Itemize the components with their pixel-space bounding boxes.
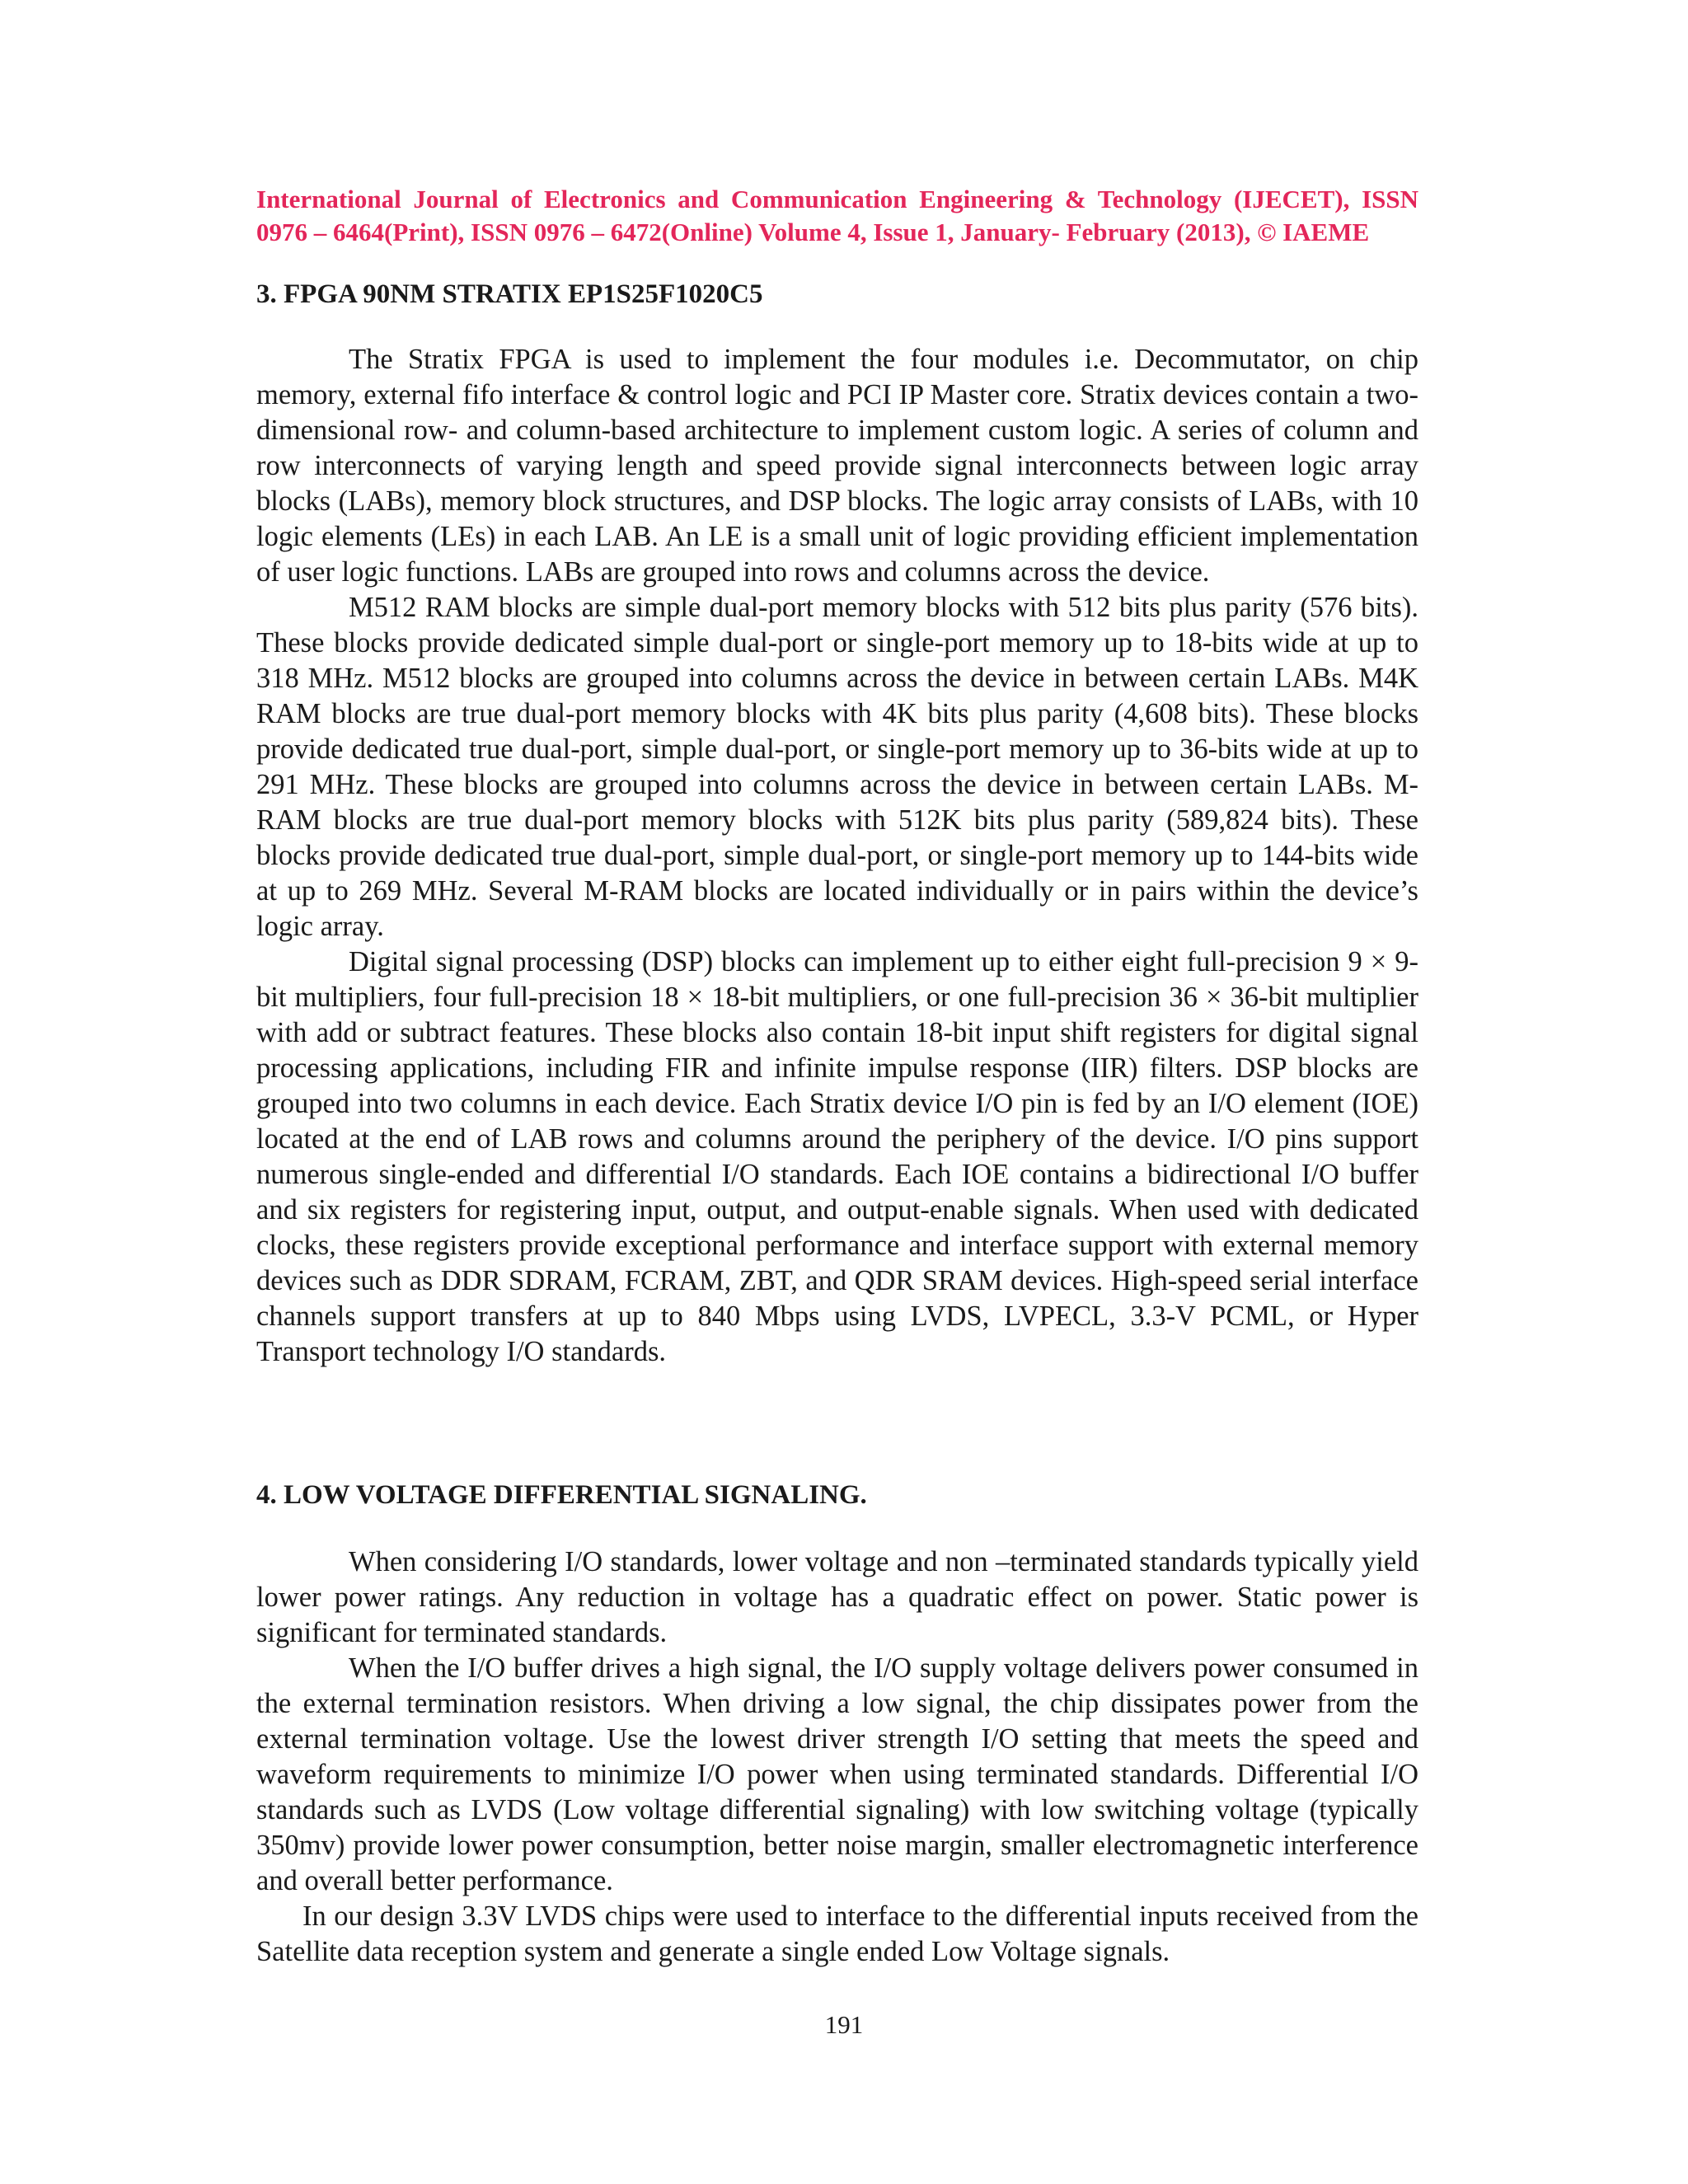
section-4-paragraph-2: When the I/O buffer drives a high signal, the I/O supply voltage delivers power consumed in the external termination resistors. When driving a low signal, the chip dissipates power from the external termination voltage. Use the lowest driver strength I/O setting that meets the speed and waveform requirements to minimize I/O power when using terminated standards. Differential I/O standards such as LVDS (Low voltage differential signaling) with low switching voltage (typically 350mv) provide lower power consumption, better noise margin, smaller electromagnetic interference and overall better performance. <box>256 1652 1418 1896</box>
section-3-paragraph-3: Digital signal processing (DSP) blocks can implement up to either eight full-precision 9 × 9-bit multipliers, four full-precision 18 × 18-bit multipliers, or one full-precision 36 × 36-bit multiplier with add or subtract features. These blocks also contain 18-bit input shift registers for digital signal processing applications, including FIR and infinite impulse response (IIR) filters. DSP blocks are grouped into two columns in each device. Each Stratix device I/O pin is fed by an I/O element (IOE) located at the end of LAB rows and columns around the periphery of the device. I/O pins support numerous single-ended and differential I/O standards. Each IOE contains a bidirectional I/O buffer and six registers for registering input, output, and output-enable signals. When used with dedicated clocks, these registers provide exceptional performance and interface support with external memory devices such as DDR SDRAM, FCRAM, ZBT, and QDR SRAM devices. High-speed serial interface channels support transfers at up to 840 Mbps using LVDS, LVPECL, 3.3-V PCML, or Hyper Transport technology I/O standards. <box>256 946 1418 1367</box>
section-4-body <box>256 1544 1418 1970</box>
section-4-heading: 4. LOW VOLTAGE DIFFERENTIAL SIGNALING. <box>256 1480 867 1510</box>
section-3-paragraph-1: The Stratix FPGA is used to implement the four modules i.e. Decommutator, on chip memory, external fifo interface & control logic and PCI IP Master core. Stratix devices contain a two-dimensional row- and column-based architecture to implement custom logic. A series of column and row interconnects of varying length and speed provide signal interconnects between logic array blocks (LABs), memory block structures, and DSP blocks. The logic array consists of LABs, with 10 logic elements (LEs) in each LAB. An LE is a small unit of logic providing efficient implementation of user logic functions. LABs are grouped into rows and columns across the device. <box>256 344 1418 588</box>
journal-header <box>256 183 1418 249</box>
section-4-paragraph-3: In our design 3.3V LVDS chips were used to interface to the differential inputs received from the Satellite data reception system and generate a single ended Low Voltage signals. <box>256 1900 1418 1967</box>
journal-header-line-2: 0976 – 6464(Print), ISSN 0976 – 6472(Online) Volume 4, Issue 1, January- February (2013), © IAEME <box>256 218 1370 246</box>
section-3-body <box>256 342 1418 1370</box>
page-number: 191 <box>824 2010 864 2039</box>
section-4-paragraph-1: When considering I/O standards, lower voltage and non –terminated standards typically yield lower power ratings. Any reduction in voltage has a quadratic effect on power. Static power is significant for terminated standards. <box>256 1546 1418 1648</box>
section-3-paragraph-2: M512 RAM blocks are simple dual-port memory blocks with 512 bits plus parity (576 bits). These blocks provide dedicated simple dual-port or single-port memory up to 18-bits wide at up to 318 MHz. M512 blocks are grouped into columns across the device in between certain LABs. M4K RAM blocks are true dual-port memory blocks with 4K bits plus parity (4,608 bits). These blocks provide dedicated true dual-port, simple dual-port, or single-port memory up to 36-bits wide at up to 291 MHz. These blocks are grouped into columns across the device in between certain LABs. M-RAM blocks are true dual-port memory blocks with 512K bits plus parity (589,824 bits). These blocks provide dedicated true dual-port, simple dual-port, or single-port memory up to 144-bits wide at up to 269 MHz. Several M-RAM blocks are located individually or in pairs within the device’s logic array. <box>256 592 1418 942</box>
journal-header-line-1: International Journal of Electronics and Communication Engineering & Technology (IJECET), ISSN <box>256 185 1418 213</box>
section-3-heading: 3. FPGA 90NM STRATIX EP1S25F1020C5 <box>256 279 763 309</box>
